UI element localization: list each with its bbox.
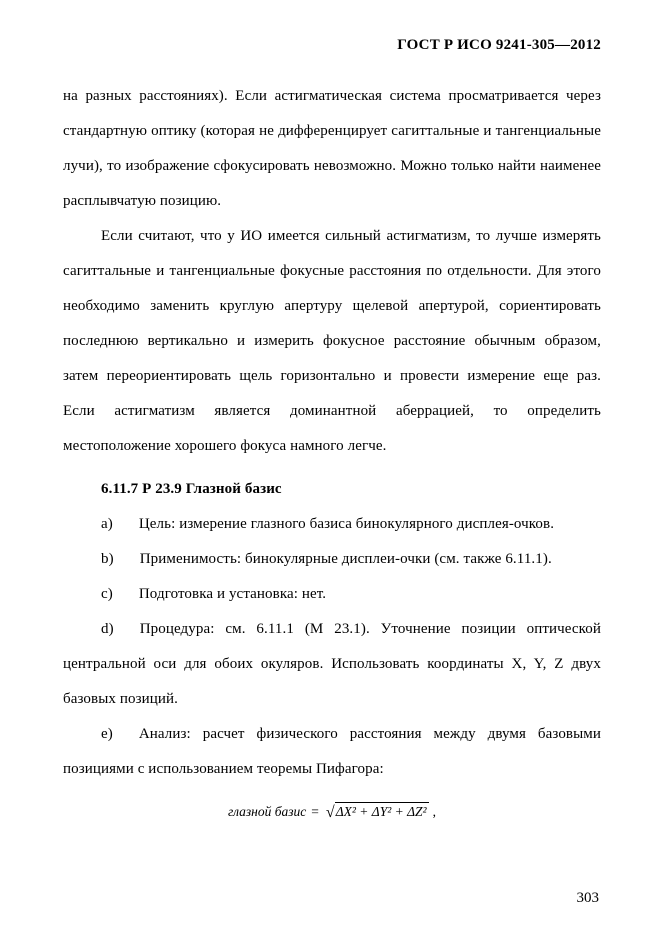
list-letter: e) [101,726,113,742]
paragraph-astigmatism: Если считают, что у ИО имеется сильный астигматизм, то лучше измерять сагиттальные и тангенциальные фокусные расстояния по отдельности. Для этого необходимо заменить круглую апертуру щелевой апертурой, сориентировать последнюю вертикально и измерить фокусное расстояние обычным образом, затем переориентировать щель горизонтально и провести измерение еще раз. Если астигматизм является доминантной аберрацией, то определить местоположение хорошего фокуса намного легче. [63,228,601,454]
list-item-d [63,612,601,717]
list-item-c [63,577,601,612]
list-letter: b) [101,551,114,567]
list-text: Подготовка и установка: нет. [138,586,327,602]
list-text: Применимость: бинокулярные дисплеи-очки (см. также 6.11.1). [139,551,552,567]
list-letter: a) [101,516,113,532]
equals-sign: = [311,804,319,819]
radical-sign-icon: √ [325,804,335,821]
list-letter: c) [101,586,113,602]
formula-lhs: глазной базис [228,804,307,819]
list-letter: d) [101,621,114,637]
list-item-b [63,542,601,577]
page-number: 303 [576,890,599,906]
list-text: Цель: измерение глазного базиса бинокулярного дисплея-очков. [138,516,555,532]
section-heading: 6.11.7 Р 23.9 Глазной базис [101,481,282,497]
formula-suffix: , [432,804,436,819]
formula [63,799,601,825]
formula-radicand: ΔX² + ΔY² + ΔZ² [335,804,427,819]
paragraph-continuation: на разных расстояниях). Если астигматическая система просматривается через стандартную оптику (которая не дифференцирует сагиттальные и тангенциальные лучи), то изображение сфокусировать невозможно. Можно только найти наименее расплывчатую позицию. [63,88,601,209]
list-text: Процедура: см. 6.11.1 (М 23.1). Уточнение позиции оптической центральной оси для обоих окуляров. Использовать координаты X, Y, Z двух базовых позиций. [63,621,601,707]
list-text: Анализ: расчет физического расстояния между двумя базовыми позициями с использованием теоремы Пифагора: [63,726,601,777]
list-item-a [63,507,601,542]
list-item-e [63,717,601,787]
document-header: ГОСТ Р ИСО 9241-305—2012 [397,37,601,53]
